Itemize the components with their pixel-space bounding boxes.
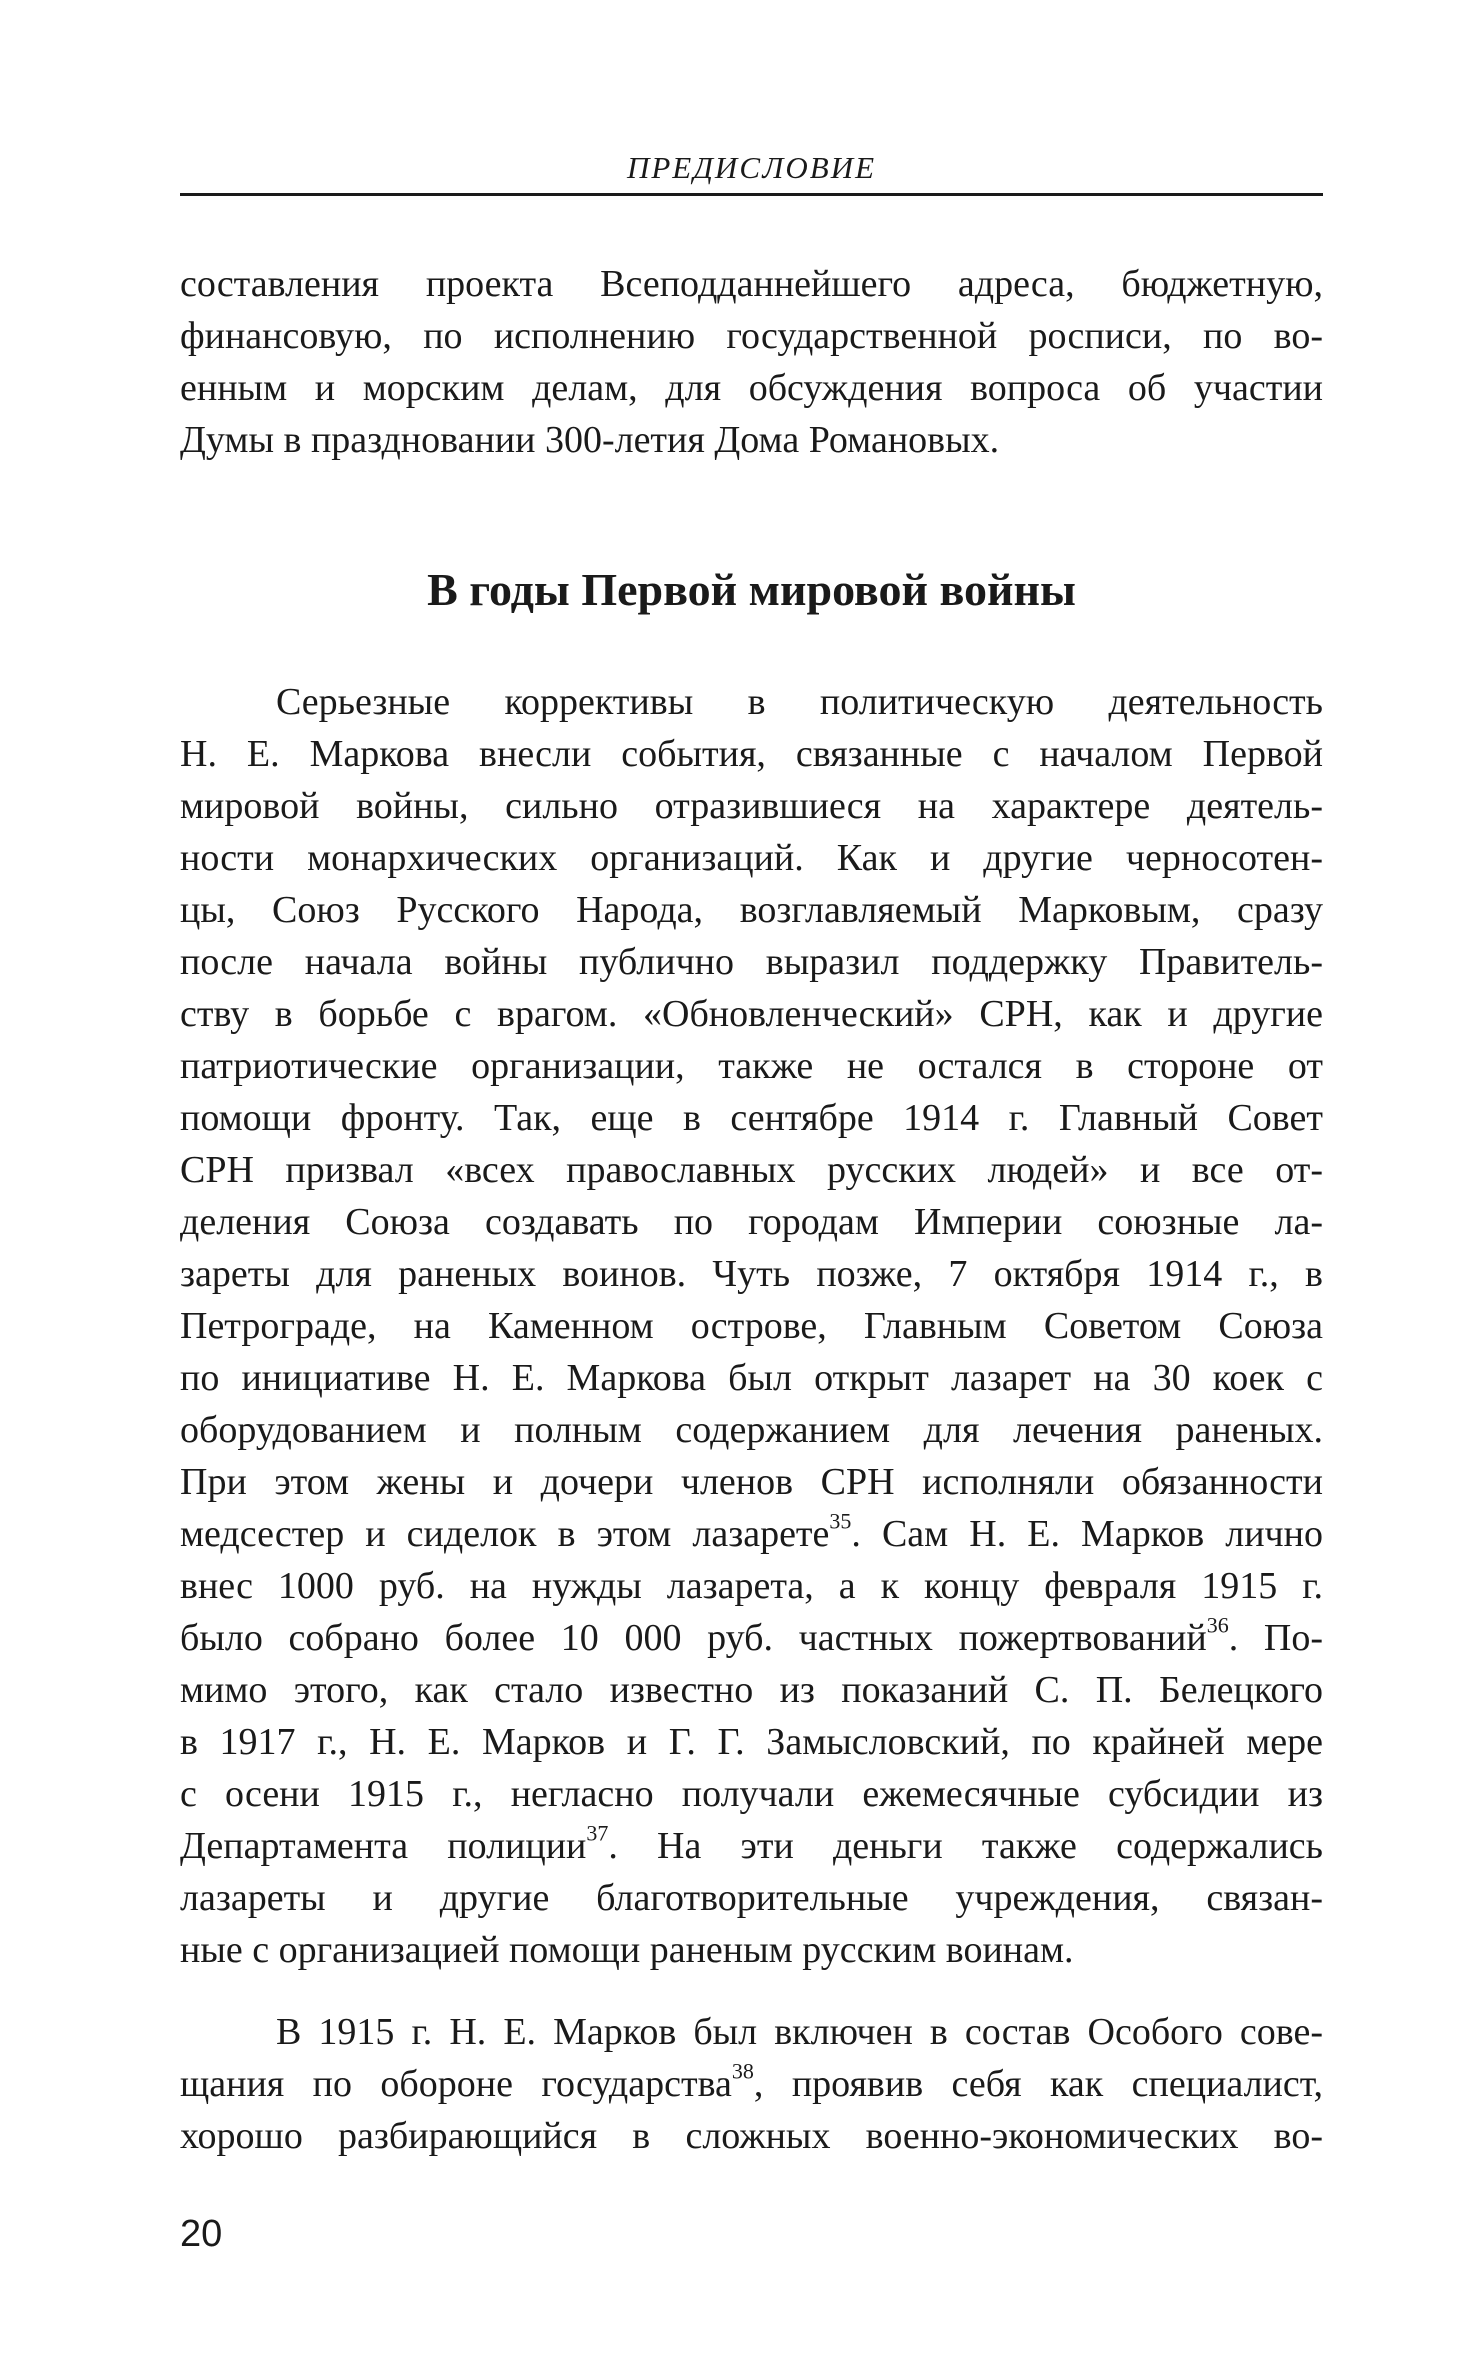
text-line: Петрограде, на Каменном острове, Главным Советом Союза [180,1305,1323,1347]
paragraph-2 [180,2006,1323,2162]
text-line: лазареты и другие благотворительные учреждения, связан- [180,1877,1323,1919]
intro-paragraph [180,258,1323,466]
text-line: При этом жены и дочери членов СРН исполняли обязанности [180,1461,1323,1503]
text-line: мировой войны, сильно отразившиеся на характере деятель- [180,785,1323,827]
text-line: ные с организацией помощи раненым русским воинам. [180,1929,1074,1971]
text-line: Думы в праздновании 300-летия Дома Романовых. [180,419,1000,461]
text-line: деления Союза создавать по городам Империи союзные ла- [180,1201,1323,1243]
text-line: оборудованием и полным содержанием для лечения раненых. [180,1409,1323,1451]
text-fragment: . Сам Н. Е. Марков лично [851,1513,1323,1555]
text-line: мимо этого, как стало известно из показаний С. П. Белецкого [180,1669,1323,1711]
text-line: В 1915 г. Н. Е. Марков был включен в состав Особого сове- [276,2011,1323,2053]
text-line: по инициативе Н. Е. Маркова был открыт лазарет на 30 коек с [180,1357,1323,1399]
text-line: хорошо разбирающийся в сложных военно-экономических во- [180,2115,1323,2157]
text-line: ности монархических организаций. Как и другие черносотен- [180,837,1323,879]
text-line [180,1612,1323,1664]
footnote-ref-36[interactable]: 36 [1206,1612,1229,1638]
footnote-ref-37[interactable]: 37 [586,1820,609,1846]
running-head: ПРЕДИСЛОВИЕ [626,150,877,185]
paragraph-1 [180,676,1323,1976]
text-line: патриотические организации, также не остался в стороне от [180,1045,1323,1087]
footnote-ref-38[interactable]: 38 [731,2058,754,2084]
text-line: с осени 1915 г., негласно получали ежемесячные субсидии из [180,1773,1323,1815]
text-line: финансовую, по исполнению государственной росписи, по во- [180,315,1323,357]
text-line: Серьезные коррективы в политическую деятельность [276,681,1323,723]
text-line: после начала войны публично выразил поддержку Правитель- [180,941,1323,983]
text-fragment: . На эти деньги также содержались [608,1825,1323,1867]
header-rule [180,193,1323,196]
text-line [180,1508,1323,1560]
section-title: В годы Первой мировой войны [427,564,1076,615]
text-line: внес 1000 руб. на нужды лазарета, а к концу февраля 1915 г. [180,1565,1323,1607]
text-line: помощи фронту. Так, еще в сентябре 1914 г. Главный Совет [180,1097,1323,1139]
text-line [180,1820,1323,1872]
text-line: СРН призвал «всех православных русских людей» и все от- [180,1149,1323,1191]
page-number: 20 [180,2213,223,2255]
footnote-ref-35[interactable]: 35 [829,1508,852,1534]
text-fragment: медсестер и сиделок в этом лазарете [180,1513,830,1555]
text-line: цы, Союз Русского Народа, возглавляемый Марковым, сразу [180,889,1323,931]
text-line: составления проекта Всеподданнейшего адреса, бюджетную, [180,263,1323,305]
text-line: зареты для раненых воинов. Чуть позже, 7 октября 1914 г., в [180,1253,1323,1295]
text-fragment: , проявив себя как специалист, [753,2063,1323,2105]
text-line: Н. Е. Маркова внесли события, связанные с началом Первой [180,733,1323,775]
text-line [180,2058,1323,2110]
text-line: ству в борьбе с врагом. «Обновленческий» СРН, как и другие [180,993,1323,1035]
text-fragment: щания по обороне государства [180,2063,732,2105]
text-line: енным и морским делам, для обсуждения вопроса об участии [180,367,1323,409]
text-fragment: . По- [1228,1617,1323,1659]
text-fragment: было собрано более 10 000 руб. частных пожертвований [180,1617,1207,1659]
text-fragment: Департамента полиции [180,1825,587,1867]
text-line: в 1917 г., Н. Е. Марков и Г. Г. Замысловский, по крайней мере [180,1721,1323,1763]
